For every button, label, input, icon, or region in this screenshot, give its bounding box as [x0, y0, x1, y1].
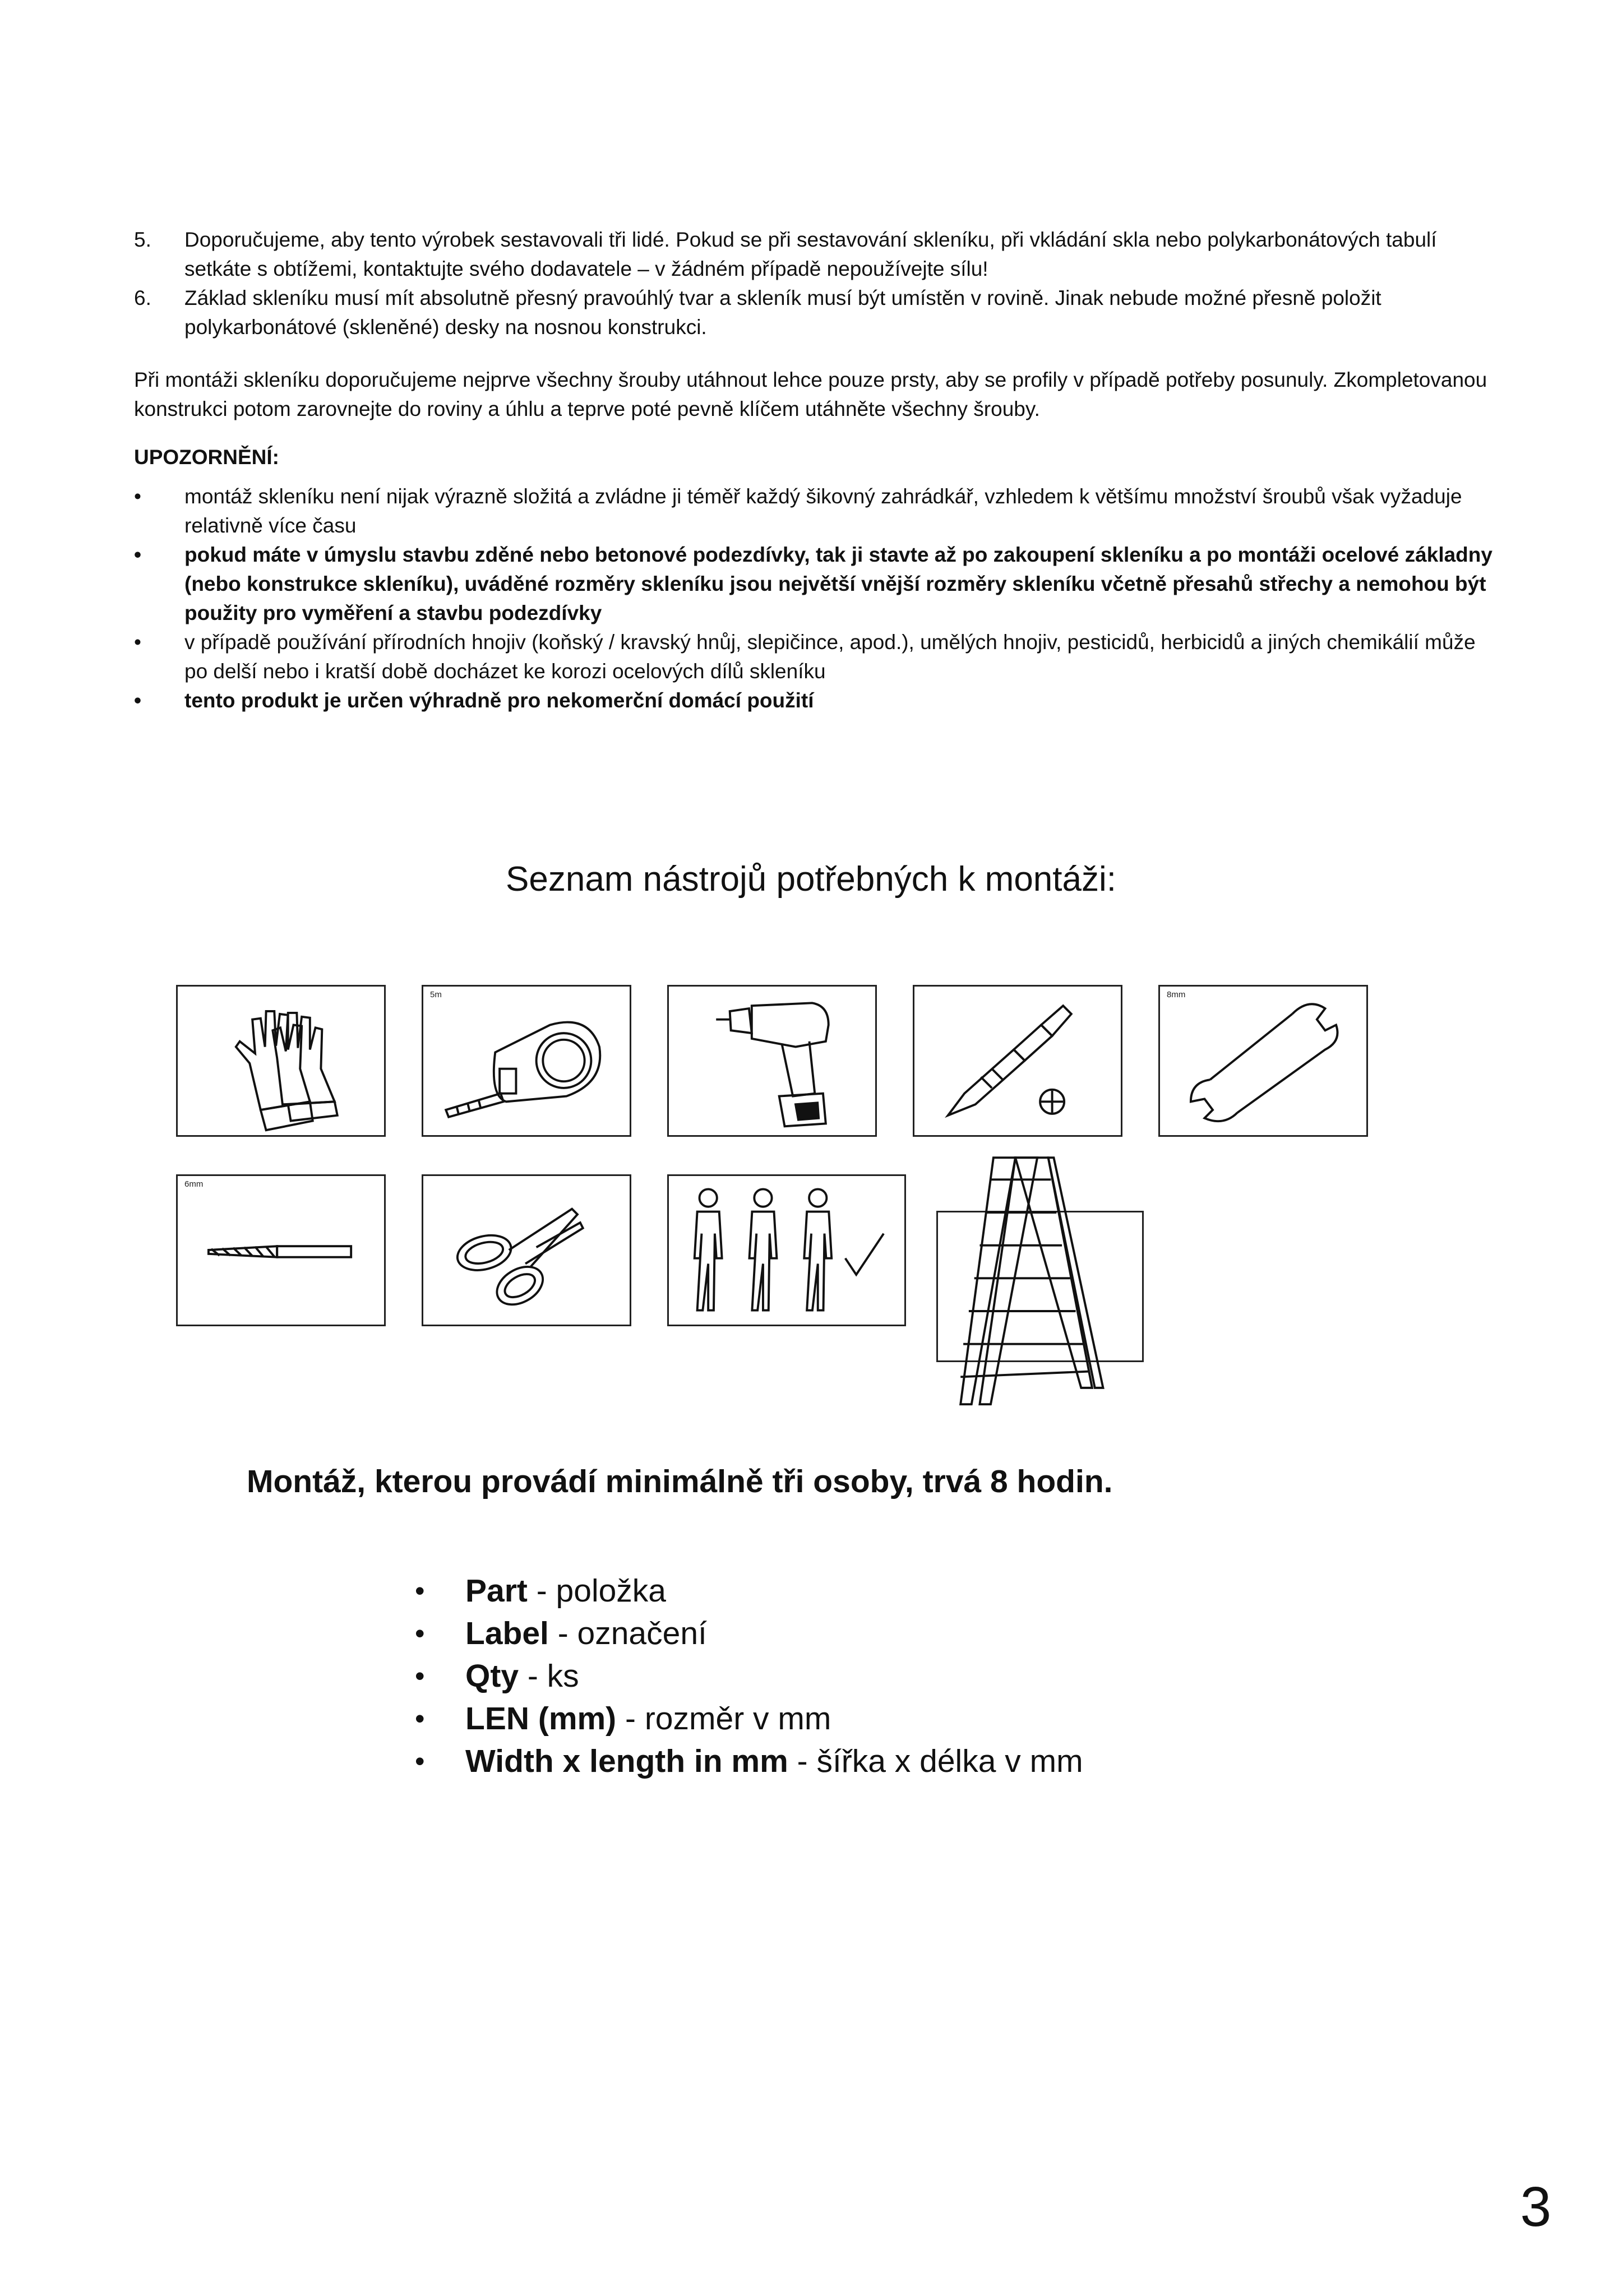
tool-gloves — [176, 985, 386, 1137]
tape-measure-icon — [423, 987, 630, 1135]
drill-bit-icon — [178, 1176, 384, 1325]
drill-icon — [669, 987, 875, 1135]
tool-three-people — [667, 1174, 906, 1326]
numbered-item-6: 6. Základ skleníku musí mít absolutně přesný pravoúhlý tvar a skleník musí být umístěn v rovině. Jinak nebude možné přesně položit polykarbonátové (skleněné) desky na nosnou konstrukci. — [134, 286, 1381, 339]
legend-item-part: • Part - položka — [415, 1573, 667, 1609]
scissors-icon — [423, 1176, 630, 1325]
legend-item-len: • LEN (mm) - rozměr v mm — [415, 1701, 831, 1737]
legend-item-label: • Label - označení — [415, 1615, 707, 1651]
tool-drill-bit: 6mm — [176, 1174, 386, 1326]
warning-heading: UPOZORNĚNÍ: — [134, 446, 279, 469]
warning-list — [134, 482, 1502, 715]
tool-wrench: 8mm — [1158, 985, 1368, 1137]
column-legend — [415, 1570, 1083, 1783]
gloves-icon — [178, 987, 384, 1135]
tool-screwdriver-bit — [913, 985, 1122, 1137]
warning-item: • montáž skleníku není nijak výrazně složitá a zvládne ji téměř každý šikovný zahrádkář, vzhledem k většímu množství šroubů však vyžaduje relativně více času — [134, 485, 1462, 537]
warning-item: • tento produkt je určen výhradně pro nekomerční domácí použití — [134, 689, 814, 712]
three-people-icon — [669, 1176, 904, 1325]
legend-item-qty: • Qty - ks — [415, 1658, 579, 1694]
ladder-icon — [938, 1212, 1142, 1360]
wrench-icon — [1160, 987, 1366, 1135]
page-number: 3 — [1520, 2175, 1551, 2238]
assembly-duration: Montáž, kterou provádí minimálně tři osoby, trvá 8 hodin. — [247, 1464, 1113, 1499]
numbered-item-5: 5. Doporučujeme, aby tento výrobek sestavovali tři lidé. Pokud se při sestavování skleníku, při vkládání skla nebo polykarbonátových tabulí setkáte s obtížemi, kontaktujte svého dodavatele – v žádném případě nepoužívejte sílu! — [134, 228, 1437, 280]
screwdriver-bit-icon — [914, 987, 1121, 1135]
instructions-text — [134, 225, 1502, 715]
tool-tape-measure: 5m — [422, 985, 631, 1137]
legend-item-width-length: • Width x length in mm - šířka x délka v mm — [415, 1743, 1083, 1779]
warning-item: • pokud máte v úmyslu stavbu zděné nebo betonové podezdívky, tak ji stavte až po zakoupení skleníku a po montáži ocelové základny (nebo konstrukce skleníku), uváděné rozměry skleníku jsou největší vnější rozměry skleníku včetně přesahů střechy a nemohou být použity pro vyměření a stavbu podezdívky — [134, 543, 1492, 624]
warning-item: • v případě používání přírodních hnojiv (koňský / kravský hnůj, slepičince, apod.), umělých hnojiv, pesticidů, herbicidů a jiných chemikálií může po delší nebo i kratší době docházet ke korozi ocelových dílů skleníku — [134, 631, 1476, 683]
tool-ladder — [936, 1211, 1144, 1362]
tools-title: Seznam nástrojů potřebných k montáži: — [506, 860, 1116, 899]
assembly-paragraph: Při montáži skleníku doporučujeme nejprve všechny šrouby utáhnout lehce pouze prsty, aby se profily v případě potřeby posunuly. Zkompletovanou konstrukci potom zarovnejte do roviny a úhlu a teprve poté pevně klíčem utáhněte všechny šrouby. — [134, 368, 1487, 420]
tool-drill — [667, 985, 877, 1137]
tool-scissors — [422, 1174, 631, 1326]
